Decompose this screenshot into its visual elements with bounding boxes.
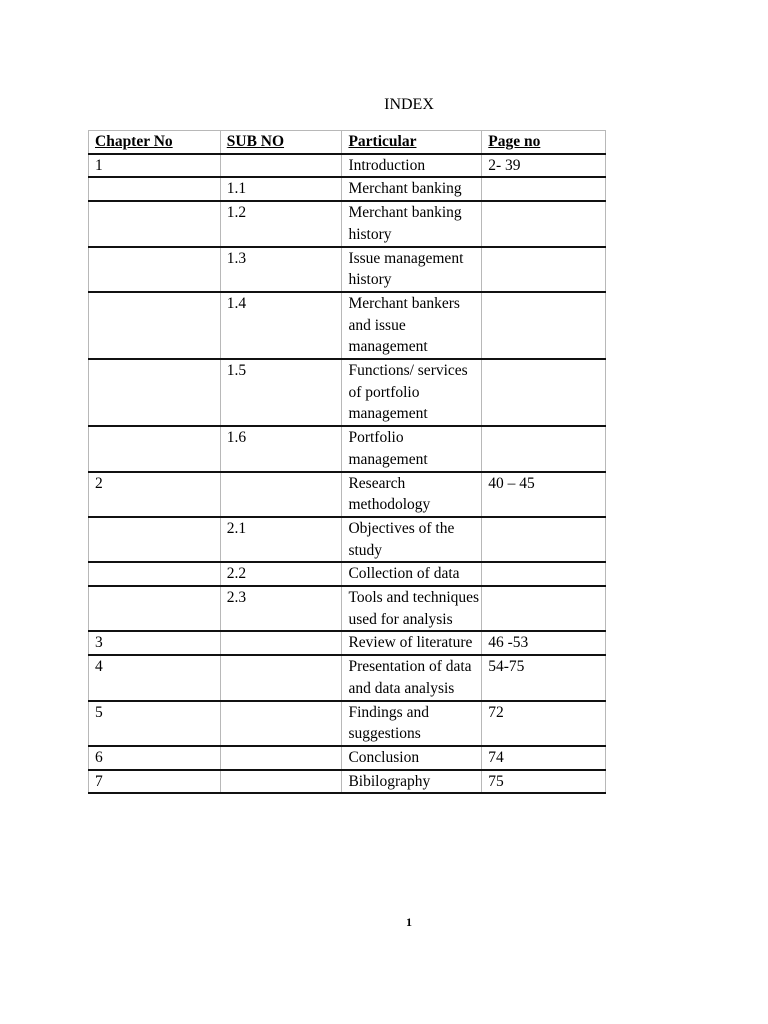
table-row xyxy=(89,562,606,586)
table-row xyxy=(89,517,606,562)
cell-page-no xyxy=(482,562,606,586)
cell-sub-no: 1.1 xyxy=(220,177,342,201)
cell-particular: Functions/ services of portfolio management xyxy=(342,359,482,426)
cell-page-no xyxy=(482,177,606,201)
cell-particular: Review of literature xyxy=(342,631,482,655)
cell-chapter-no xyxy=(89,426,221,471)
header-sub-no: SUB NO xyxy=(220,131,342,154)
header-chapter-no: Chapter No xyxy=(89,131,221,154)
cell-particular: Findings and suggestions xyxy=(342,701,482,746)
cell-particular: Collection of data xyxy=(342,562,482,586)
cell-page-no xyxy=(482,292,606,359)
cell-sub-no xyxy=(220,631,342,655)
cell-chapter-no xyxy=(89,517,221,562)
table-row xyxy=(89,770,606,794)
cell-page-no: 46 -53 xyxy=(482,631,606,655)
cell-particular: Presentation of data and data analysis xyxy=(342,655,482,700)
cell-sub-no xyxy=(220,655,342,700)
cell-page-no xyxy=(482,586,606,631)
table-header-row xyxy=(89,131,606,154)
cell-particular: Portfolio management xyxy=(342,426,482,471)
cell-particular: Conclusion xyxy=(342,746,482,770)
index-table xyxy=(88,130,606,794)
cell-particular: Merchant banking history xyxy=(342,201,482,246)
cell-chapter-no: 6 xyxy=(89,746,221,770)
table-row xyxy=(89,586,606,631)
cell-sub-no: 2.3 xyxy=(220,586,342,631)
cell-sub-no xyxy=(220,472,342,517)
header-page-no: Page no xyxy=(482,131,606,154)
cell-chapter-no: 1 xyxy=(89,154,221,178)
cell-page-no xyxy=(482,426,606,471)
cell-sub-no: 1.3 xyxy=(220,247,342,292)
cell-sub-no: 2.1 xyxy=(220,517,342,562)
cell-sub-no xyxy=(220,746,342,770)
table-row xyxy=(89,472,606,517)
cell-page-no: 72 xyxy=(482,701,606,746)
cell-particular: Merchant banking xyxy=(342,177,482,201)
cell-sub-no: 1.2 xyxy=(220,201,342,246)
table-row xyxy=(89,426,606,471)
cell-sub-no: 2.2 xyxy=(220,562,342,586)
header-particular: Particular xyxy=(342,131,482,154)
cell-particular: Merchant bankers and issue management xyxy=(342,292,482,359)
table-row xyxy=(89,631,606,655)
cell-chapter-no: 4 xyxy=(89,655,221,700)
cell-particular: Objectives of the study xyxy=(342,517,482,562)
cell-chapter-no xyxy=(89,201,221,246)
cell-particular: Tools and techniques used for analysis xyxy=(342,586,482,631)
table-body xyxy=(89,154,606,794)
cell-chapter-no: 2 xyxy=(89,472,221,517)
cell-chapter-no xyxy=(89,247,221,292)
cell-page-no xyxy=(482,201,606,246)
cell-sub-no: 1.6 xyxy=(220,426,342,471)
cell-page-no: 2- 39 xyxy=(482,154,606,178)
cell-chapter-no: 7 xyxy=(89,770,221,794)
cell-page-no: 54-75 xyxy=(482,655,606,700)
cell-page-no xyxy=(482,517,606,562)
page-number: 1 xyxy=(406,915,412,929)
cell-sub-no xyxy=(220,770,342,794)
table-row xyxy=(89,655,606,700)
cell-chapter-no xyxy=(89,359,221,426)
table-row xyxy=(89,154,606,178)
cell-page-no xyxy=(482,247,606,292)
cell-sub-no xyxy=(220,701,342,746)
table-row xyxy=(89,177,606,201)
cell-sub-no xyxy=(220,154,342,178)
cell-particular: Bibilography xyxy=(342,770,482,794)
cell-page-no: 75 xyxy=(482,770,606,794)
cell-sub-no: 1.5 xyxy=(220,359,342,426)
cell-chapter-no xyxy=(89,586,221,631)
cell-chapter-no xyxy=(89,562,221,586)
table-row xyxy=(89,247,606,292)
table-row xyxy=(89,746,606,770)
cell-particular: Research methodology xyxy=(342,472,482,517)
cell-particular: Issue management history xyxy=(342,247,482,292)
cell-chapter-no: 5 xyxy=(89,701,221,746)
cell-particular: Introduction xyxy=(342,154,482,178)
page-title: INDEX xyxy=(384,96,434,113)
cell-chapter-no: 3 xyxy=(89,631,221,655)
cell-sub-no: 1.4 xyxy=(220,292,342,359)
table-row xyxy=(89,292,606,359)
cell-page-no: 74 xyxy=(482,746,606,770)
table-row xyxy=(89,701,606,746)
cell-chapter-no xyxy=(89,177,221,201)
table-row xyxy=(89,359,606,426)
table-row xyxy=(89,201,606,246)
cell-chapter-no xyxy=(89,292,221,359)
cell-page-no xyxy=(482,359,606,426)
cell-page-no: 40 – 45 xyxy=(482,472,606,517)
